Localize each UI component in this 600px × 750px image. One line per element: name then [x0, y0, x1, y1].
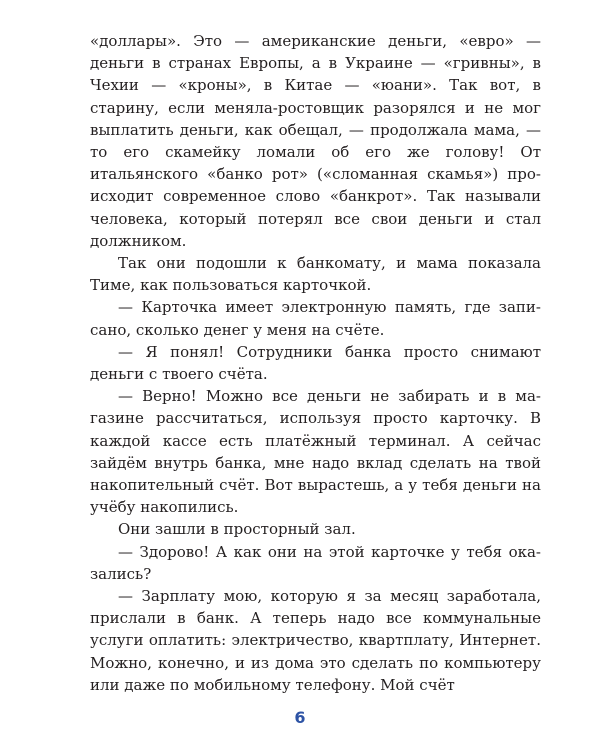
dialogue-line: — Я понял! Сотрудники банка просто снимают деньги с твоего счёта.	[90, 342, 541, 384]
page-text	[90, 30, 541, 696]
dialogue-line: — Зарплату мою, которую я за месяц заработала, прислали в банк. А теперь надо все коммунальные услуги оплатить: электричество, квартплату, Интернет. Можно, конечно, и из дома это сделать по компьютеру или даже по мобильному телефону. Мой счёт	[90, 587, 541, 694]
paragraph: Они зашли в просторный зал.	[118, 520, 356, 539]
page-number: 6	[294, 708, 306, 727]
dialogue-line: — Карточка имеет электронную память, где записано, сколько денег у меня на счёте.	[90, 298, 541, 339]
paragraph-continued: «доллары». Это — американские деньги, «евро» — деньги в странах Европы, а в Украине — «гривны», в Чехии — «кроны», в Китае — «юани». Так вот, в старину, если меняла-ростовщик разорялся и не мог выплатить деньги, как обещал, — продолжала мама, — то его скамейку ломали об его же голову! От итальянского «банко рот» («сломанная скамья») происходит современное слово «банкрот». Так называли человека, который потерял все свои деньги и стал должником.	[90, 32, 541, 250]
paragraph: Так они подошли к банкомату, и мама показала Тиме, как пользоваться карточкой.	[90, 254, 541, 295]
dialogue-line: — Здорово! А как они на этой карточке у тебя оказались?	[90, 542, 541, 583]
dialogue-line: — Верно! Можно все деньги не забирать и в магазине рассчитаться, используя просто карточку. В каждой кассе есть платёжный терминал. А сейчас зайдём внутрь банка, мне надо вклад сделать на твой накопительный счёт. Вот вырастешь, а у тебя деньги на учёбу накопились.	[90, 387, 541, 517]
